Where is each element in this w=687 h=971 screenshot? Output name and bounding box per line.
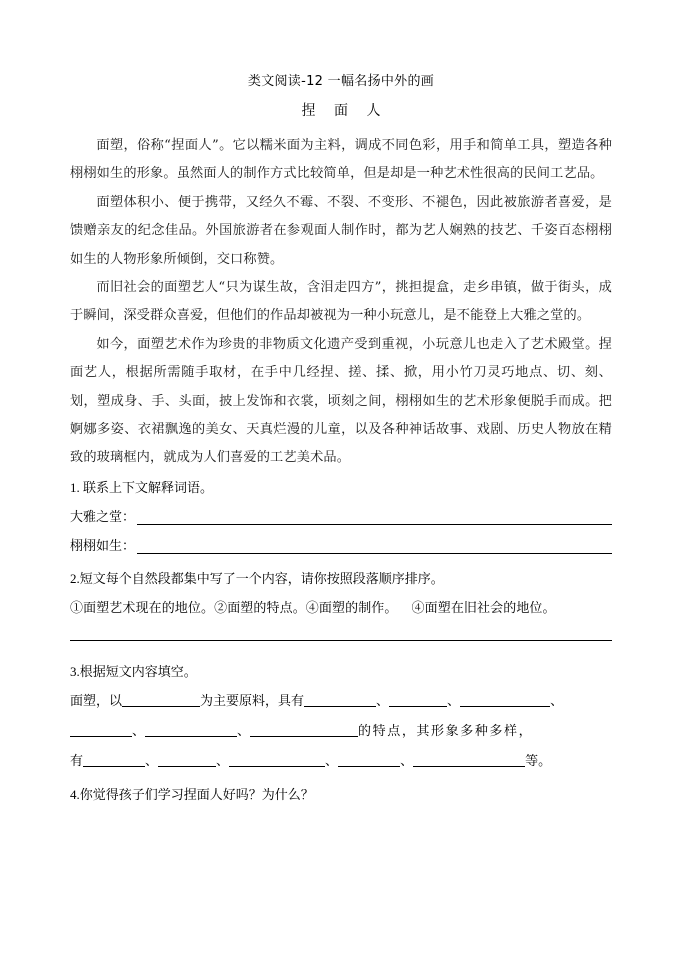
- question-3-blank-1[interactable]: [122, 692, 200, 707]
- question-3-blank-8[interactable]: [83, 752, 145, 767]
- article-subtitle: 捏 面 人: [301, 103, 388, 119]
- question-3-sep-2: 、: [447, 692, 461, 708]
- article-paragraph-1: 面塑，俗称“捏面人”。它以糯米面为主料，调成不同色彩，用手和简单工具，塑造各种栩栩如生的形象。虽然面人的制作方式比较简单，但是却是一种艺术性很高的民间工艺品。: [70, 138, 612, 182]
- question-4-stem: 4.你觉得孩子们学习捏面人好吗？为什么？: [70, 786, 314, 802]
- question-3-blank-3[interactable]: [389, 692, 447, 707]
- question-3-sep-5: 、: [237, 722, 251, 738]
- question-3-sep-1: 、: [376, 692, 390, 708]
- question-2-options-main: ①面塑艺术现在的地位。②面塑的特点。④面塑的制作。: [70, 599, 398, 615]
- question-4: [70, 780, 612, 809]
- question-2-options: [70, 593, 612, 622]
- question-3-text-b: 为主要原料，具有: [200, 692, 305, 708]
- article-paragraph-3: 而旧社会的面塑艺人“只为谋生故，含泪走四方”，挑担提盒，走乡串镇，做于街头，成于瞬间，深受群众喜爱，但他们的作品却被视为一种小玩意儿，是不能登上大雅之堂的。: [70, 280, 612, 324]
- question-2-options-tail: ④面塑在旧社会的地位。: [411, 599, 556, 615]
- question-3-sep-9: 、: [400, 752, 414, 768]
- question-1-term-2-label: 栩栩如生：: [70, 537, 136, 553]
- question-2-answer-line[interactable]: [70, 639, 612, 641]
- question-3-sep-4: 、: [132, 722, 146, 738]
- question-3-blank-7[interactable]: [250, 722, 358, 737]
- question-3-blank-12[interactable]: [413, 752, 525, 767]
- question-3-text-d: 有: [70, 752, 84, 768]
- question-3-blank-4[interactable]: [460, 692, 550, 707]
- article-paragraph-2: 面塑体积小、便于携带，又经久不霉、不裂、不变形、不褪色，因此被旅游者喜爱，是馈赠亲友的纪念佳品。外国旅游者在参观面人制作时，都为艺人娴熟的技艺、千姿百态栩栩如生的人物形象所倾倒，交口称赞。: [70, 194, 612, 267]
- question-3-blank-11[interactable]: [338, 752, 400, 767]
- document-content: [70, 72, 612, 809]
- question-3-sep-6: 、: [145, 752, 159, 768]
- question-1-term-1: [70, 502, 612, 531]
- question-3-text-c: 的特点，其形象多种多样，: [358, 722, 534, 738]
- question-1-term-1-label: 大雅之堂：: [70, 508, 136, 524]
- question-3-blank-10[interactable]: [229, 752, 325, 767]
- question-3-fill-line-3: [70, 746, 612, 776]
- question-3-blank-6[interactable]: [145, 722, 237, 737]
- question-3-sep-7: 、: [216, 752, 230, 768]
- question-3-sep-3: 、: [550, 692, 564, 708]
- question-3-fill-line-1: [70, 686, 612, 716]
- question-3-sep-8: 、: [325, 752, 339, 768]
- question-1-term-1-answer-line[interactable]: [137, 523, 612, 525]
- question-1: [70, 473, 612, 560]
- question-3-blank-5[interactable]: [70, 722, 132, 737]
- question-3-text-a: 面塑，以: [70, 692, 123, 708]
- question-3: [70, 657, 612, 776]
- question-1-term-2-answer-line[interactable]: [137, 552, 612, 554]
- question-2-stem: 2.短文每个自然段都集中写了一个内容，请你按照段落顺序排序。: [70, 570, 444, 586]
- question-3-blank-9[interactable]: [158, 752, 216, 767]
- question-1-stem: 1. 联系上下文解释词语。: [70, 479, 214, 495]
- question-3-blank-2[interactable]: [304, 692, 376, 707]
- question-1-term-2: [70, 531, 612, 560]
- article-paragraph-4: 如今，面塑艺术作为珍贵的非物质文化遗产受到重视，小玩意儿也走入了艺术殿堂。捏面艺人，根据所需随手取材，在手中几经捏、搓、揉、掀，用小竹刀灵巧地点、切、刻、划，塑成身、手、头面，披上发饰和衣裳，顷刻之间，栩栩如生的艺术形象便脱手而成。把婀娜多姿、衣裙飘逸的美女、天真烂漫的儿童，以及各种神话故事、戏剧、历史人物放在精致的玻璃框内，就成为人们喜爱的工艺美术品。: [70, 336, 612, 466]
- page-title: 类文阅读-12 一幅名扬中外的画: [247, 74, 435, 89]
- question-2: [70, 564, 612, 641]
- question-3-stem: 3.根据短文内容填空。: [70, 663, 197, 679]
- question-3-text-e: 等。: [525, 752, 552, 768]
- question-3-fill-line-2: [70, 716, 612, 746]
